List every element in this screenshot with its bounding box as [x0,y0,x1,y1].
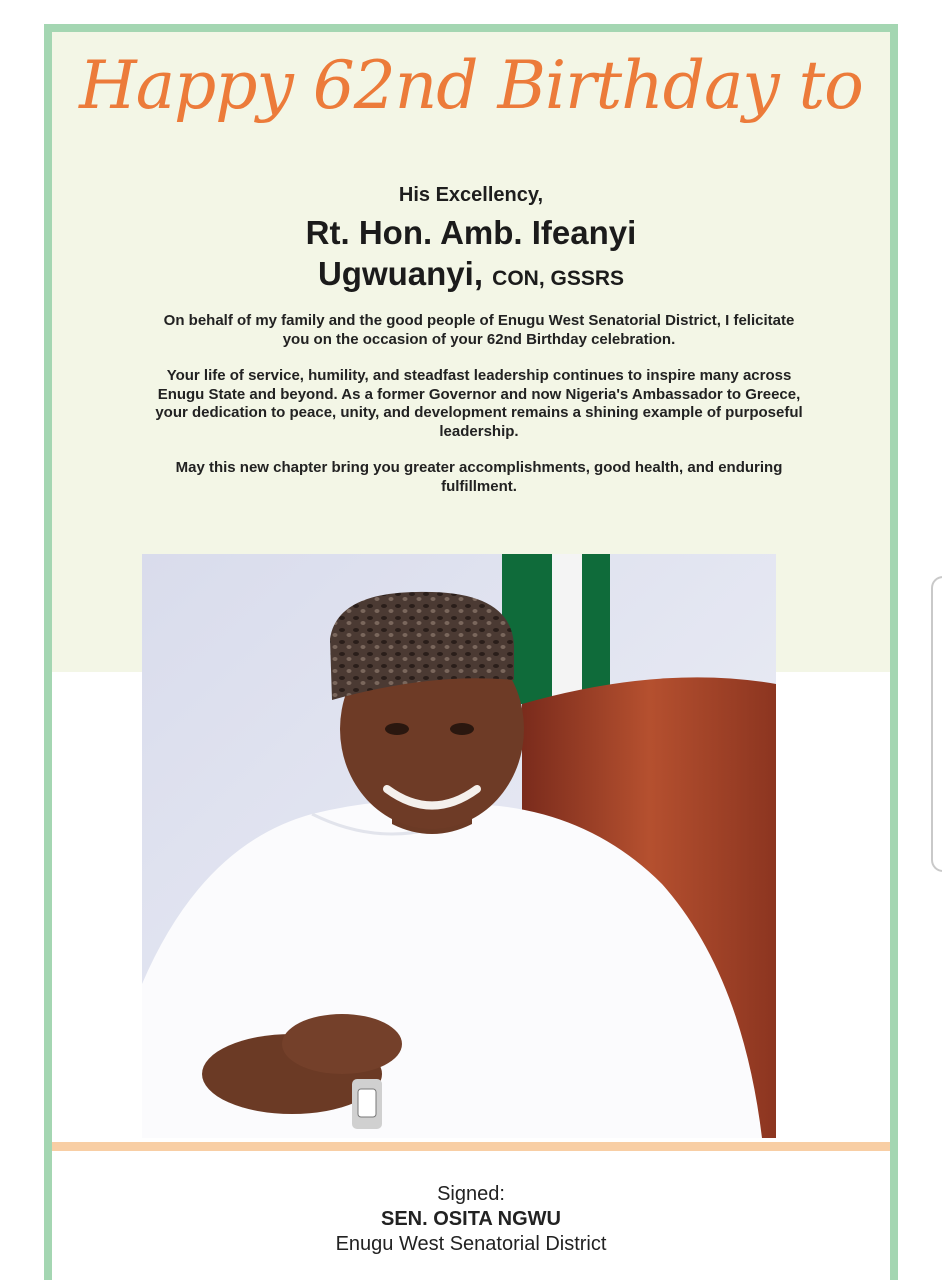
divider-bar [52,1142,890,1151]
birthday-card [44,24,898,1280]
celebrant-name-line2 [52,253,890,299]
celebrant-honours: CON, GSSRS [492,267,625,290]
message-body [152,312,806,514]
signer-district: Enugu West Senatorial District [335,1233,607,1255]
signed-label: Signed: [437,1183,505,1205]
message-paragraph-2: Your life of service, humility, and steadfast leadership continues to inspire many across Enugu State and beyond. As a former Governor and now Nigeria's Ambassador to Greece, your dedication to peace, unity, and development remains a shining example of purposeful leadership. [155,367,803,440]
celebrant-name [52,212,890,299]
celebrant-surname: Ugwuanyi, [317,255,483,292]
message-paragraph-3: May this new chapter bring you greater accomplishments, good health, and enduring fulfillment. [175,459,783,495]
message-paragraph-1: On behalf of my family and the good people of Enugu West Senatorial District, I felicitate you on the occasion of your 62nd Birthday celebration. [163,312,795,348]
portrait-illustration [142,554,776,1138]
celebrant-name-line1: Rt. Hon. Amb. Ifeanyi [305,214,637,251]
signature-block [52,1182,890,1257]
edge-scroll-handle[interactable] [931,576,942,872]
headline: Happy 62nd Birthday to [79,47,863,124]
honorific: His Excellency, [398,184,544,206]
signer-name: SEN. OSITA NGWU [381,1208,561,1230]
portrait-photo [142,554,776,1138]
